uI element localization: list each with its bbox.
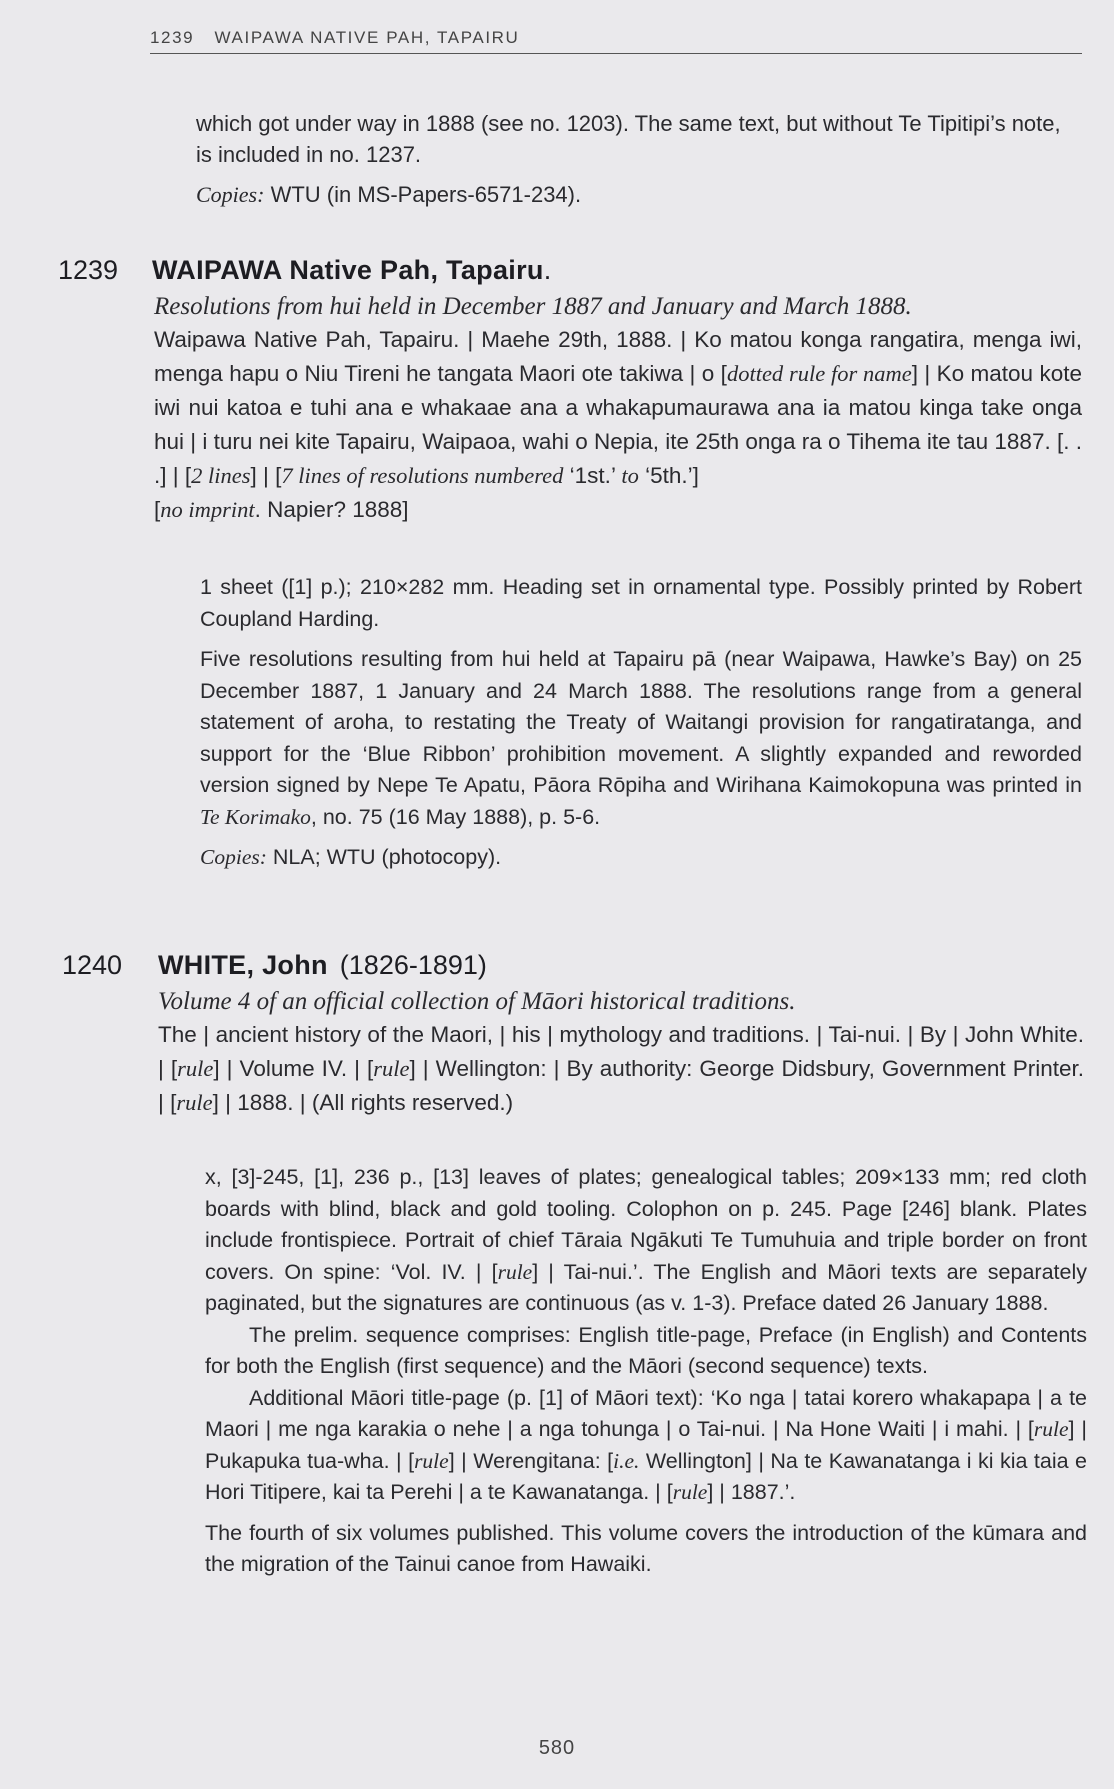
copies-label: Copies: xyxy=(200,845,267,869)
entry-number-1240: 1240 xyxy=(62,950,123,980)
transcript-text: ] | 1888. | (All rights reserved.) xyxy=(212,1090,514,1115)
entry-notes-1239 xyxy=(200,572,1082,883)
transcript-rule: rule xyxy=(373,1056,410,1081)
entry-body-1239 xyxy=(154,290,1082,527)
transcript-editorial: dotted rule for name xyxy=(726,361,912,386)
running-head-title: WAIPAWA NATIVE PAH, TAPAIRU xyxy=(214,28,520,47)
additional-rule: rule xyxy=(672,1480,708,1504)
summary-note: The fourth of six volumes published. This volume covers the introduction of the kūmara and the migration of the Tainui canoe from Hawaiki. xyxy=(205,1520,1087,1576)
entry-heading-name: WHITE, John xyxy=(158,950,328,980)
collation-note xyxy=(205,1162,1087,1320)
additional-text: ] | Werengitana: [ xyxy=(448,1448,614,1473)
transcript-rule: rule xyxy=(177,1056,214,1081)
additional-title-note xyxy=(205,1383,1087,1509)
additional-text: ] | 1887.’. xyxy=(707,1480,796,1504)
transcript-text: ] | Ko matou kote iwi nui katoa e tuhi ana e whakaae ana a whakapumaurawa ana ia matou kinga take onga hui | i turu nei kite Tapairu, Waipaoa, wahi o Nepia, ite 25th onga ra o Tihema ite tau 1887. [. . .] | [ xyxy=(154,361,1083,488)
title-transcription xyxy=(158,1018,1084,1120)
entry-subtitle: Volume 4 of an official collection of Māori historical traditions. xyxy=(158,988,796,1015)
entry-heading-dates: (1826-1891) xyxy=(339,950,487,980)
entry-number-1239: 1239 xyxy=(58,255,119,285)
collation-text: x, [3]-245, [1], 236 p., [13] leaves of plates; genealogical tables; 209×133 mm; red cloth boards with blind, black and gold tooling. Colophon on p. 245. Page [246] blank. Plates include frontispiece. Portrait of chief Tāraia Ngākuti Te Tumuhuia and triple border on front covers. On spine: ‘Vol. IV. | [ xyxy=(205,1165,1087,1284)
copies-label: Copies: xyxy=(196,182,265,207)
transcript-text: ] | [ xyxy=(250,463,282,488)
page-number: 580 xyxy=(538,1737,576,1759)
entry-heading-1239 xyxy=(152,253,551,287)
continued-entry xyxy=(196,108,1082,210)
copies-value: WTU (in MS-Papers-6571-234). xyxy=(264,182,582,207)
entry-subtitle: Resolutions from hui held in December 1887 and January and March 1888. xyxy=(154,293,912,320)
transcript-text: ] | Wellington: | By authority: George Didsbury, Government Printer. | [ xyxy=(158,1056,1084,1115)
additional-rule: rule xyxy=(414,1448,449,1473)
continued-copies xyxy=(196,179,1082,210)
additional-text: Additional Māori title-page (p. [1] of Māori text): ‘Ko nga | tatai korero whakapapa | a te Maori | me nga karakia o nehe | a nga tohunga | o Tai-nui. | Na Hone Waiti | i mahi. | [ xyxy=(205,1385,1087,1441)
description-text: , no. 75 (16 May 1888), p. 5-6. xyxy=(310,804,601,829)
title-transcription xyxy=(154,323,1082,493)
continued-note: which got under way in 1888 (see no. 1203). The same text, but without Te Tipitipi’s note, is included in no. 1237. xyxy=(196,111,1061,167)
collation-rule: rule xyxy=(497,1259,533,1284)
prelim-note: The prelim. sequence comprises: English title-page, Preface (in English) and Contents for both the English (first sequence) and the Māori (second sequence) texts. xyxy=(205,1322,1087,1378)
transcript-text: ‘5th.’] xyxy=(638,463,699,488)
additional-text: Wellington] | Na te Kawanatanga i ki kia taia e Hori Titipere, kai ta Perehi | a te Kawanatanga. | [ xyxy=(205,1448,1087,1504)
transcript-text: ‘1st.’ xyxy=(563,463,622,488)
copies-value: NLA; WTU (photocopy). xyxy=(266,845,502,869)
entry-body-1240 xyxy=(158,985,1084,1120)
transcript-text: The | ancient history of the Maori, | his | mythology and traditions. | Tai-nui. | By | John White. | [ xyxy=(158,1022,1084,1081)
description-text: Five resolutions resulting from hui held at Tapairu pā (near Waipawa, Hawke’s Bay) on 25 December 1887, 1 January and 24 March 1888. The resolutions range from a general statement of aroha, to restating the Treaty of Waitangi provision for rangatiratanga, and support for the ‘Blue Ribbon’ prohibition movement. A slightly expanded and reworded version signed by Nepe Te Apatu, Pāora Rōpiha and Wirihana Kaimokopuna was printed in xyxy=(200,647,1082,797)
additional-rule: rule xyxy=(1033,1417,1069,1441)
transcript-text: Waipawa Native Pah, Tapairu. | Maehe 29th, 1888. | Ko matou konga rangatira, menga iwi, menga hapu o Niu Tireni he tangata Maori ote takiwa | o [ xyxy=(154,327,1082,386)
imprint-bracket: [ xyxy=(154,497,161,522)
description-note xyxy=(200,644,1082,833)
running-head xyxy=(150,28,1082,54)
collation-text: ] | Tai-nui.’. The English and Māori texts are separately paginated, but the signatures are continuous (as v. 1-3). Preface dated 26 January 1888. xyxy=(205,1259,1087,1315)
transcript-editorial: to xyxy=(621,463,639,488)
transcript-editorial: 2 lines xyxy=(191,463,251,488)
transcript-rule: rule xyxy=(176,1090,213,1115)
running-head-number: 1239 xyxy=(150,28,195,47)
imprint xyxy=(154,493,1082,527)
entry-heading-1240 xyxy=(158,948,487,982)
imprint-editorial: no imprint xyxy=(160,497,255,522)
transcript-text: ] | Volume IV. | [ xyxy=(213,1056,374,1081)
additional-editorial: i.e. xyxy=(613,1448,640,1473)
transcript-editorial: 7 lines of resolutions numbered xyxy=(281,463,564,488)
imprint-text: . Napier? 1888] xyxy=(254,497,409,522)
additional-text: ] | Pukapuka tua-wha. | [ xyxy=(205,1417,1087,1473)
collation-note: 1 sheet ([1] p.); 210×282 mm. Heading set in ornamental type. Possibly printed by Robert Coupland Harding. xyxy=(200,575,1082,631)
entry-heading-punct: . xyxy=(543,255,552,285)
periodical-title: Te Korimako xyxy=(200,804,311,829)
entry-notes-1240 xyxy=(205,1162,1087,1590)
entry-heading-name: WAIPAWA Native Pah, Tapairu xyxy=(152,255,544,285)
copies-note xyxy=(200,842,1082,874)
